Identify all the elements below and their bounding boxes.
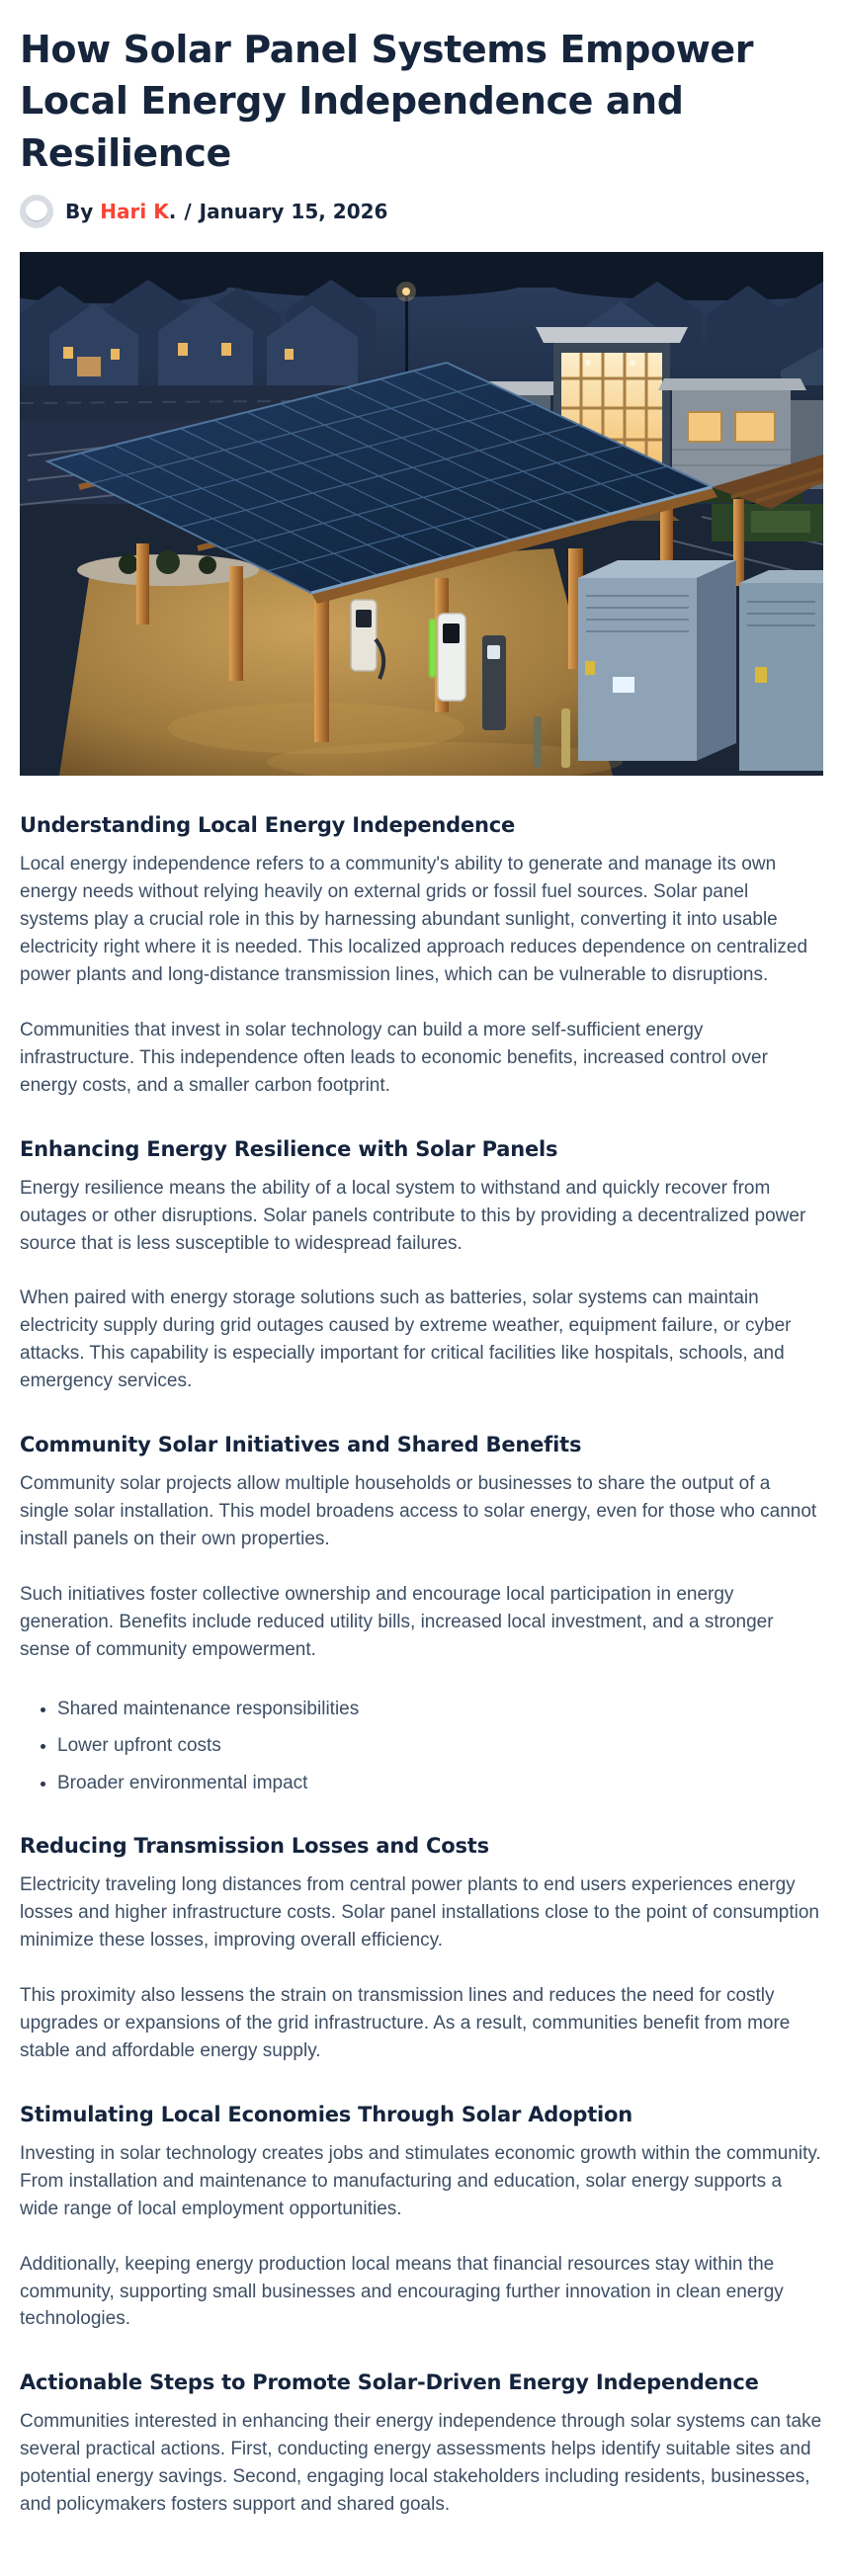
hero-image (20, 252, 823, 776)
byline-period: . (168, 200, 177, 224)
paragraph: Investing in solar technology creates jobs and stimulates economic growth within the community. From installation and maintenance to manufacturing and education, solar energy supports a wide range of local employment opportunities. (20, 2142, 821, 2219)
list-item: • Broader environmental impact (57, 1770, 823, 1797)
paragraph: Communities interested in enhancing their energy independence through solar systems can take several practical actions. First, conducting energy assessments helps identify suitable sites and potential energy savings. Second, engaging local stakeholders including residents, businesses, and policymakers fosters support and shared goals. (20, 2411, 822, 2516)
list-item: • Lower upfront costs (57, 1732, 823, 1760)
paragraph: This proximity also lessens the strain on transmission lines and reduces the need for costly upgrades or expansions of the grid infrastructure. As a result, communities benefit from more stable and affordable energy supply. (20, 1985, 791, 2061)
paragraph: When paired with energy storage solutions such as batteries, solar systems can maintain electricity supply during grid outages caused by extreme weather, equipment failure, or cyber attacks. This capability is especially important for critical facilities like hospitals, schools, and emergency services. (20, 1288, 792, 1392)
battery-cabinets (578, 560, 823, 771)
byline-separator: / (184, 200, 192, 224)
list-item: • Shared maintenance responsibilities (57, 1696, 823, 1723)
paragraph: Local energy independence refers to a community's ability to generate and manage its own energy needs without relying heavily on external grids or fossil fuel sources. Solar panel systems play a crucial role in this by harnessing abundant sunlight, converting it into usable electricity right where it is needed. This localized approach reduces dependence on centralized power plants and long-distance transmission lines, which can be vulnerable to disruptions. (20, 854, 808, 985)
section-enhancing-energy-resilience (20, 1137, 823, 1395)
hero-illustration (20, 252, 823, 776)
section-heading: Reducing Transmission Losses and Costs (20, 1834, 489, 1859)
paragraph: Such initiatives foster collective ownership and encourage local participation in energy generation. Benefits include reduced utility bills, increased local investment, and a stronger sense of community empowerment. (20, 1583, 774, 1660)
paragraph: Communities that invest in solar technology can build a more self-sufficient energy infrastructure. This independence often leads to economic benefits, increased control over energy costs, and a smaller carbon footprint. (20, 1019, 768, 1096)
byline-by-label: By (65, 200, 94, 224)
section-heading: Enhancing Energy Resilience with Solar Panels (20, 1136, 558, 1161)
section-stimulating-local-economies (20, 2103, 823, 2334)
paragraph: Electricity traveling long distances from central power plants to end users experiences energy losses and higher infrastructure costs. Solar panel installations close to the point of consumption minimize these losses, improving overall efficiency. (20, 1874, 820, 1952)
section-reducing-transmission-losses (20, 1834, 823, 2065)
paragraph: Community solar projects allow multiple households or businesses to share the output of a single solar installation. This model broadens access to solar energy, even for those who cannot install panels on their own properties. (20, 1473, 817, 1549)
publish-date: January 15, 2026 (199, 200, 388, 224)
paragraph: Additionally, keeping energy production local means that financial resources stay within the community, supporting small businesses and encouraging further innovation in clean energy technologies. (20, 2253, 784, 2330)
section-heading: Stimulating Local Economies Through Solar Adoption (20, 2102, 633, 2126)
author-link[interactable]: Hari K (100, 200, 169, 224)
byline (20, 195, 823, 228)
article-title: How Solar Panel Systems Empower Local Energy Independence and Resilience (20, 28, 754, 175)
benefits-list (20, 1696, 823, 1797)
section-heading: Actionable Steps to Promote Solar-Driven Energy Independence (20, 2370, 759, 2395)
section-heading: Understanding Local Energy Independence (20, 813, 516, 838)
paragraph: Energy resilience means the ability of a local system to withstand and quickly recover from outages or other disruptions. Solar panels contribute to this by providing a decentralized power source that is less susceptible to widespread failures. (20, 1177, 806, 1254)
section-actionable-steps (20, 2370, 823, 2519)
section-heading: Community Solar Initiatives and Shared Benefits (20, 1433, 582, 1457)
author-avatar (20, 195, 53, 228)
section-community-solar-initiatives (20, 1433, 823, 1796)
section-understanding-local-energy-independence (20, 813, 823, 1099)
